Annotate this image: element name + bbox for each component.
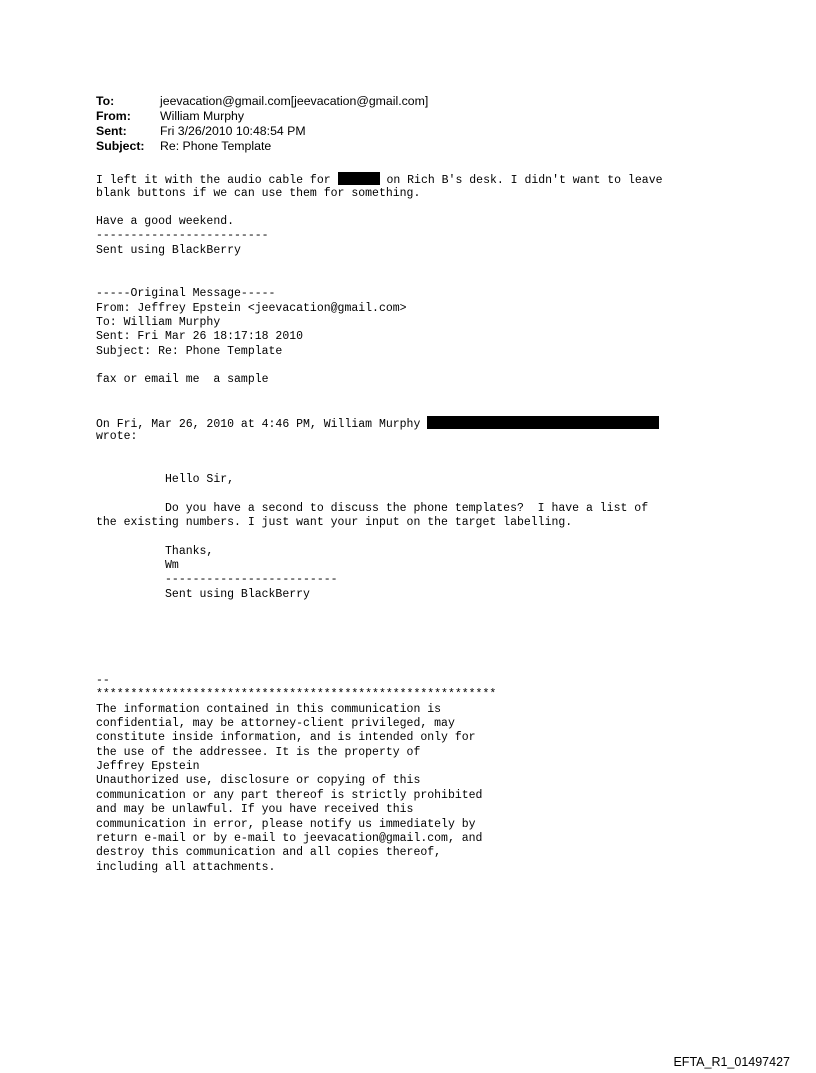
thanks-line: Thanks,: [96, 545, 214, 558]
on-wrote-line: [96, 416, 659, 432]
signature-1: Sent using BlackBerry: [96, 244, 241, 257]
disclaimer-line-2: confidential, may be attorney-client privileged, may: [96, 717, 455, 730]
signature-2: Sent using BlackBerry: [96, 588, 310, 601]
from-row: [96, 109, 428, 124]
question-line-2: the existing numbers. I just want your input on the target labelling.: [96, 516, 573, 529]
to-row: [96, 94, 428, 109]
body-line-3: Have a good weekend.: [96, 215, 235, 228]
wrote-line: wrote:: [96, 430, 138, 443]
stars-line: **********************************************************: [96, 688, 497, 701]
original-from: From: Jeffrey Epstein <jeevacation@gmail.com>: [96, 302, 407, 315]
sent-value: Fri 3/26/2010 10:48:54 PM: [160, 124, 306, 138]
on-wrote-text: On Fri, Mar 26, 2010 at 4:46 PM, William Murphy: [96, 418, 428, 431]
fax-line: fax or email me a sample: [96, 373, 269, 386]
disclaimer-line-3: constitute inside information, and is intended only for: [96, 731, 476, 744]
disclaimer-line-1: The information contained in this communication is: [96, 703, 442, 716]
body-line-1: [96, 172, 663, 188]
disclaimer-line-11: destroy this communication and all copies thereof,: [96, 846, 442, 859]
separator-2: -------------------------: [96, 573, 338, 586]
disclaimer-line-12: including all attachments.: [96, 861, 276, 874]
hello-line: Hello Sir,: [96, 473, 235, 486]
sent-label: Sent:: [96, 124, 127, 138]
sent-row: [96, 124, 428, 139]
body-line-2: blank buttons if we can use them for something.: [96, 187, 421, 200]
redaction-box-email: [427, 416, 659, 429]
subject-row: [96, 139, 428, 154]
original-subject: Subject: Re: Phone Template: [96, 345, 283, 358]
disclaimer-line-8: and may be unlawful. If you have received this: [96, 803, 414, 816]
disclaimer-line-5: Jeffrey Epstein: [96, 760, 200, 773]
disclaimer-line-4: the use of the addressee. It is the property of: [96, 746, 421, 759]
document-id: EFTA_R1_01497427: [673, 1055, 790, 1069]
wm-line: Wm: [96, 559, 179, 572]
disclaimer-line-9: communication in error, please notify us immediately by: [96, 818, 476, 831]
original-message-header: -----Original Message-----: [96, 287, 276, 300]
from-label: From:: [96, 109, 131, 123]
subject-value: Re: Phone Template: [160, 139, 272, 153]
disclaimer-line-7: communication or any part thereof is strictly prohibited: [96, 789, 483, 802]
from-value: William Murphy: [160, 109, 245, 123]
question-line-1: Do you have a second to discuss the phone templates? I have a list of: [96, 502, 649, 515]
subject-label: Subject:: [96, 139, 145, 153]
dashdash-line: --: [96, 674, 110, 687]
body-line-1-start: I left it with the audio cable for: [96, 174, 338, 187]
original-to: To: William Murphy: [96, 316, 221, 329]
to-value: jeevacation@gmail.com[jeevacation@gmail.com]: [160, 94, 429, 108]
to-label: To:: [96, 94, 115, 108]
redaction-box: [338, 172, 380, 185]
original-sent: Sent: Fri Mar 26 18:17:18 2010: [96, 330, 304, 343]
body-line-1-end: on Rich B's desk. I didn't want to leave: [379, 174, 663, 187]
disclaimer-line-10: return e-mail or by e-mail to jeevacation@gmail.com, and: [96, 832, 483, 845]
email-header: [96, 94, 428, 154]
separator-1: -------------------------: [96, 229, 269, 242]
disclaimer-line-6: Unauthorized use, disclosure or copying of this: [96, 774, 421, 787]
